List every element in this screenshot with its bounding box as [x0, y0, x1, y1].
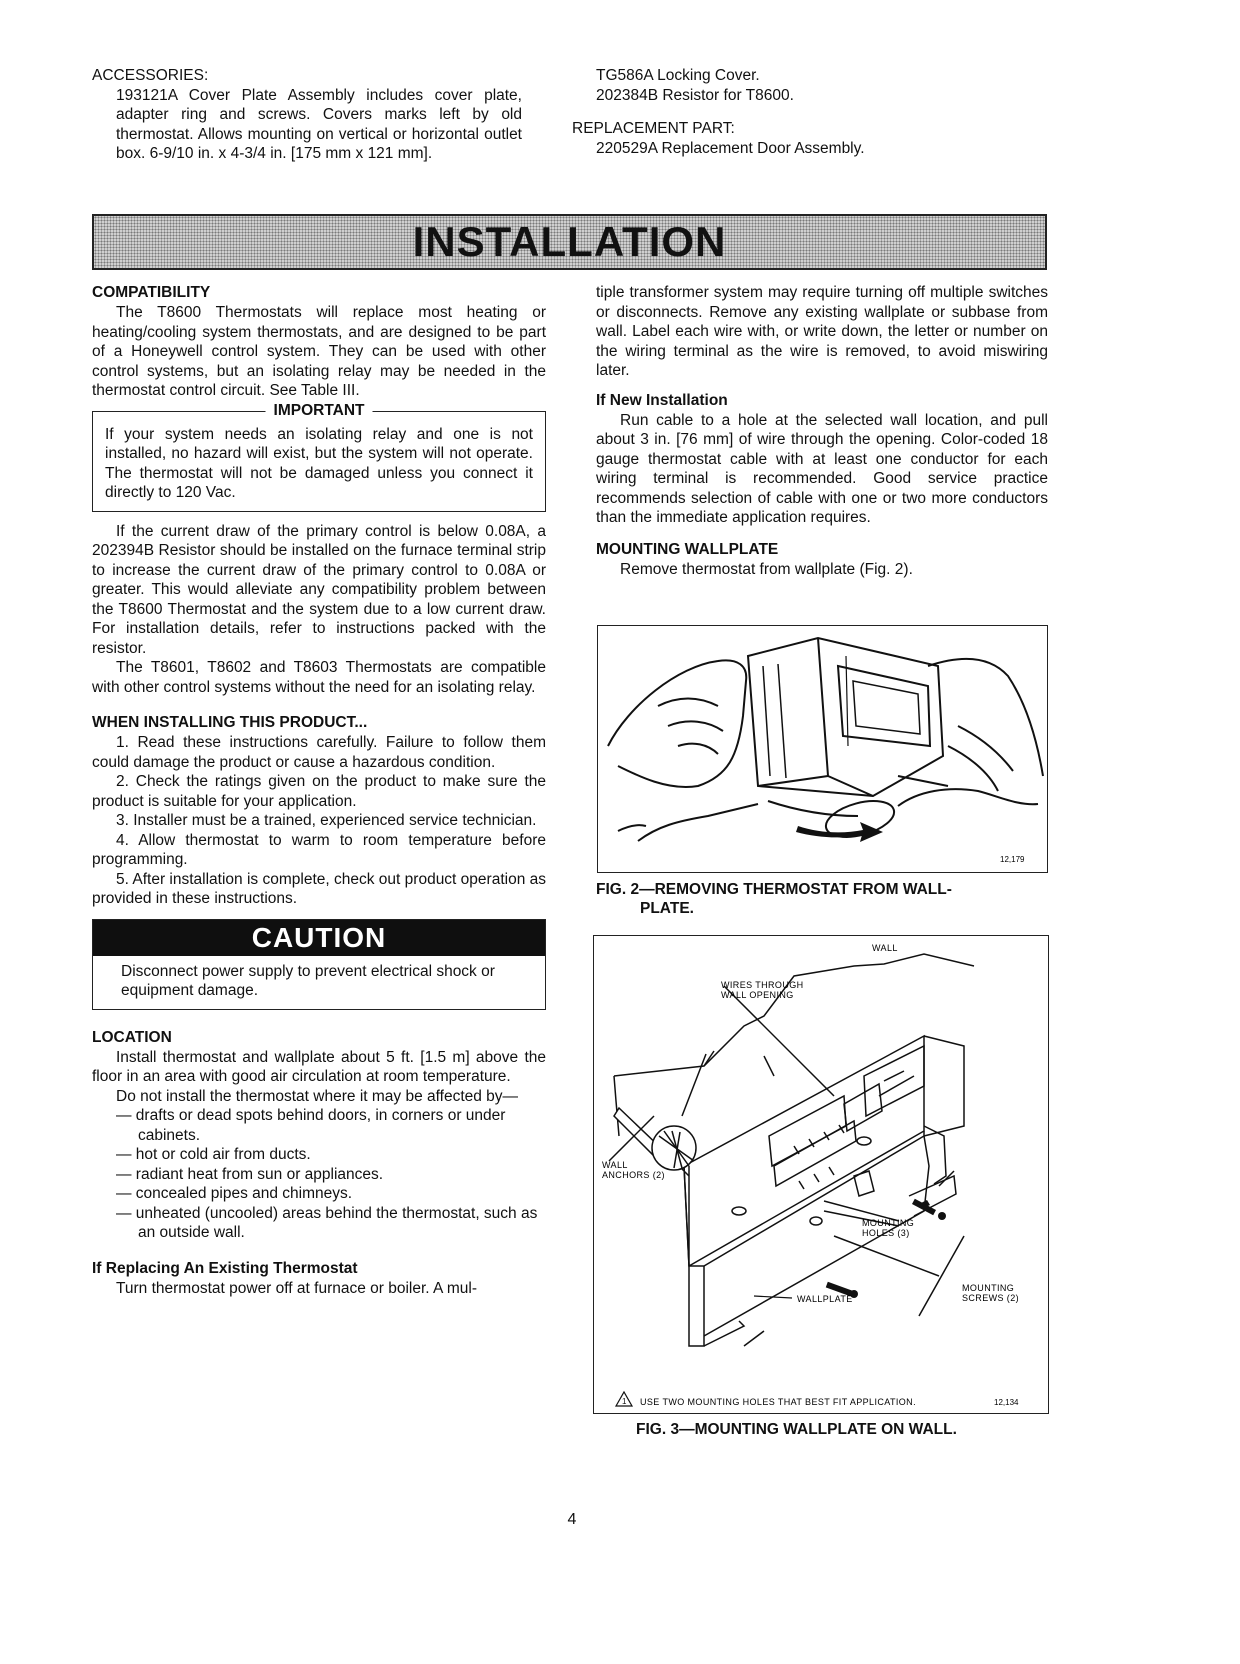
left-column — [92, 283, 546, 1298]
replacement-item: 220529A Replacement Door Assembly. — [596, 139, 865, 157]
installation-title: INSTALLATION — [412, 218, 727, 265]
when-installing-heading: WHEN INSTALLING THIS PRODUCT... — [92, 714, 368, 731]
figure-2-caption-line-1: FIG. 2—REMOVING THERMOSTAT FROM WALL- — [596, 881, 952, 898]
figure-2-number: 12,179 — [1000, 855, 1025, 864]
new-install-paragraph: Run cable to a hole at the selected wall location, and pull about 3 in. [76 mm] of wire through the opening. Color-coded 18 gauge thermostat cable with at least one conductor for each wiring terminal is recommended. Good service practice recommends selection of cable with one or two more conductors than the immediate application requires. — [596, 411, 1048, 526]
mounting-paragraph: Remove thermostat from wallplate (Fig. 2). — [620, 560, 913, 578]
when-installing-item-5: 5. After installation is complete, check out product operation as provided in these instructions. — [92, 870, 546, 907]
location-paragraph-1: Install thermostat and wallplate about 5 ft. [1.5 m] above the floor in an area with good air circulation at room temperature. — [92, 1048, 546, 1085]
when-installing-item-3: 3. Installer must be a trained, experienced service technician. — [116, 812, 537, 829]
compatibility-paragraph-3: The T8601, T8602 and T8603 Thermostats are compatible with other control systems without the need for an isolating relay. — [92, 659, 546, 696]
figure-2-caption — [596, 880, 1048, 918]
accessories-item-locking-cover: TG586A Locking Cover. — [596, 67, 760, 84]
mounting-wallplate-illustration — [594, 936, 1048, 1413]
replacing-paragraph-continued: tiple transformer system may require turning off multiple switches or disconnects. Remove any existing wallplate or subbase from wall. Label each wire with, or write down, the letter or number on the wiring terminal as the wire is removed, to avoid miswiring later. — [596, 284, 1048, 379]
label-wires-2: WALL OPENING — [721, 990, 794, 1000]
accessories-right-section — [572, 66, 1016, 158]
warning-triangle-icon — [616, 1392, 632, 1406]
svg-text:1: 1 — [622, 1397, 627, 1406]
figure-3-box — [593, 935, 1049, 1414]
label-wall: WALL — [872, 943, 898, 953]
accessories-item-cover-plate: 193121A Cover Plate Assembly includes cover plate, adapter ring and screws. Covers marks left by old thermostat. Allows mounting on vertical or horizontal outlet box. 6-9/10 in. x 4-3/4 in. [175 mm x 121 mm]. — [116, 86, 522, 162]
label-mounting-holes-2: HOLES (3) — [862, 1228, 910, 1238]
location-paragraph-2: Do not install the thermostat where it may be affected by— — [116, 1087, 519, 1105]
label-anchors-1: WALL — [602, 1160, 628, 1170]
accessories-section — [92, 66, 522, 164]
when-installing-item-2: 2. Check the ratings given on the product to make sure the product is suitable for your application. — [92, 773, 546, 810]
location-item-5: — unheated (uncooled) areas behind the thermostat, such as an outside wall. — [116, 1204, 538, 1241]
label-wallplate: WALLPLATE — [797, 1294, 853, 1304]
mounting-heading: MOUNTING WALLPLATE — [596, 540, 779, 558]
when-installing-item-4: 4. Allow thermostat to warm to room temperature before programming. — [92, 831, 546, 868]
location-heading: LOCATION — [92, 1028, 172, 1046]
caution-label: CAUTION — [93, 920, 545, 956]
accessories-heading: ACCESSORIES: — [92, 67, 209, 84]
replacing-heading: If Replacing An Existing Thermostat — [92, 1259, 358, 1277]
caution-text: Disconnect power supply to prevent electrical shock or equipment damage. — [121, 962, 495, 999]
removing-thermostat-illustration — [598, 626, 1047, 872]
installation-banner — [92, 214, 1047, 270]
figure-3-number: 12,134 — [994, 1398, 1019, 1407]
location-item-4: — concealed pipes and chimneys. — [116, 1185, 353, 1202]
replacement-heading: REPLACEMENT PART: — [572, 120, 735, 137]
important-label: IMPORTANT — [266, 401, 373, 421]
compatibility-paragraph-1: The T8600 Thermostats will replace most heating or heating/cooling system thermostats, and are designed to be part of a Honeywell control system. They can be used with other control systems, but an isolating relay may be needed in the thermostat control circuit. See Table III. — [92, 304, 546, 399]
accessories-item-resistor: 202384B Resistor for T8600. — [596, 86, 794, 104]
location-item-1: — drafts or dead spots behind doors, in corners or under cabinets. — [116, 1107, 506, 1144]
label-mounting-screws-1: MOUNTING — [962, 1283, 1015, 1293]
figure-2-box — [597, 625, 1048, 873]
label-mounting-screws-2: SCREWS (2) — [962, 1293, 1020, 1303]
figure-3-note: USE TWO MOUNTING HOLES THAT BEST FIT APPLICATION. — [640, 1397, 916, 1407]
page-number: 4 — [567, 1511, 577, 1528]
compatibility-paragraph-2: If the current draw of the primary control is below 0.08A, a 202394B Resistor should be installed on the furnace terminal strip to increase the current draw of the primary control to 0.08A or greater. This would alleviate any compatibility problem between the T8600 Thermostat and the system due to a low current draw. For installation details, refer to instructions packed with the resistor. — [92, 522, 546, 657]
important-text: If your system needs an isolating relay and one is not installed, no hazard will exist, but the system will not operate. The thermostat will not be damaged unless you connect it directly to 120 Vac. — [105, 425, 533, 501]
when-installing-item-1: 1. Read these instructions carefully. Failure to follow them could damage the product or cause a hazardous condition. — [92, 734, 546, 771]
location-item-2: — hot or cold air from ducts. — [116, 1146, 311, 1163]
replacing-paragraph-start: Turn thermostat power off at furnace or boiler. A mul- — [116, 1279, 477, 1297]
label-anchors-2: ANCHORS (2) — [602, 1170, 665, 1180]
new-install-heading: If New Installation — [596, 391, 728, 409]
location-item-3: — radiant heat from sun or appliances. — [116, 1165, 384, 1183]
label-mounting-holes-1: MOUNTING — [862, 1218, 915, 1228]
label-wires-1: WIRES THROUGH — [721, 980, 804, 990]
compatibility-heading: COMPATIBILITY — [92, 284, 211, 301]
caution-notice — [92, 919, 546, 1010]
right-column — [596, 283, 1048, 579]
figure-2-caption-line-2: PLATE. — [640, 900, 694, 917]
figure-3-caption: FIG. 3—MOUNTING WALLPLATE ON WALL. — [636, 1421, 957, 1438]
important-notice — [92, 401, 546, 512]
